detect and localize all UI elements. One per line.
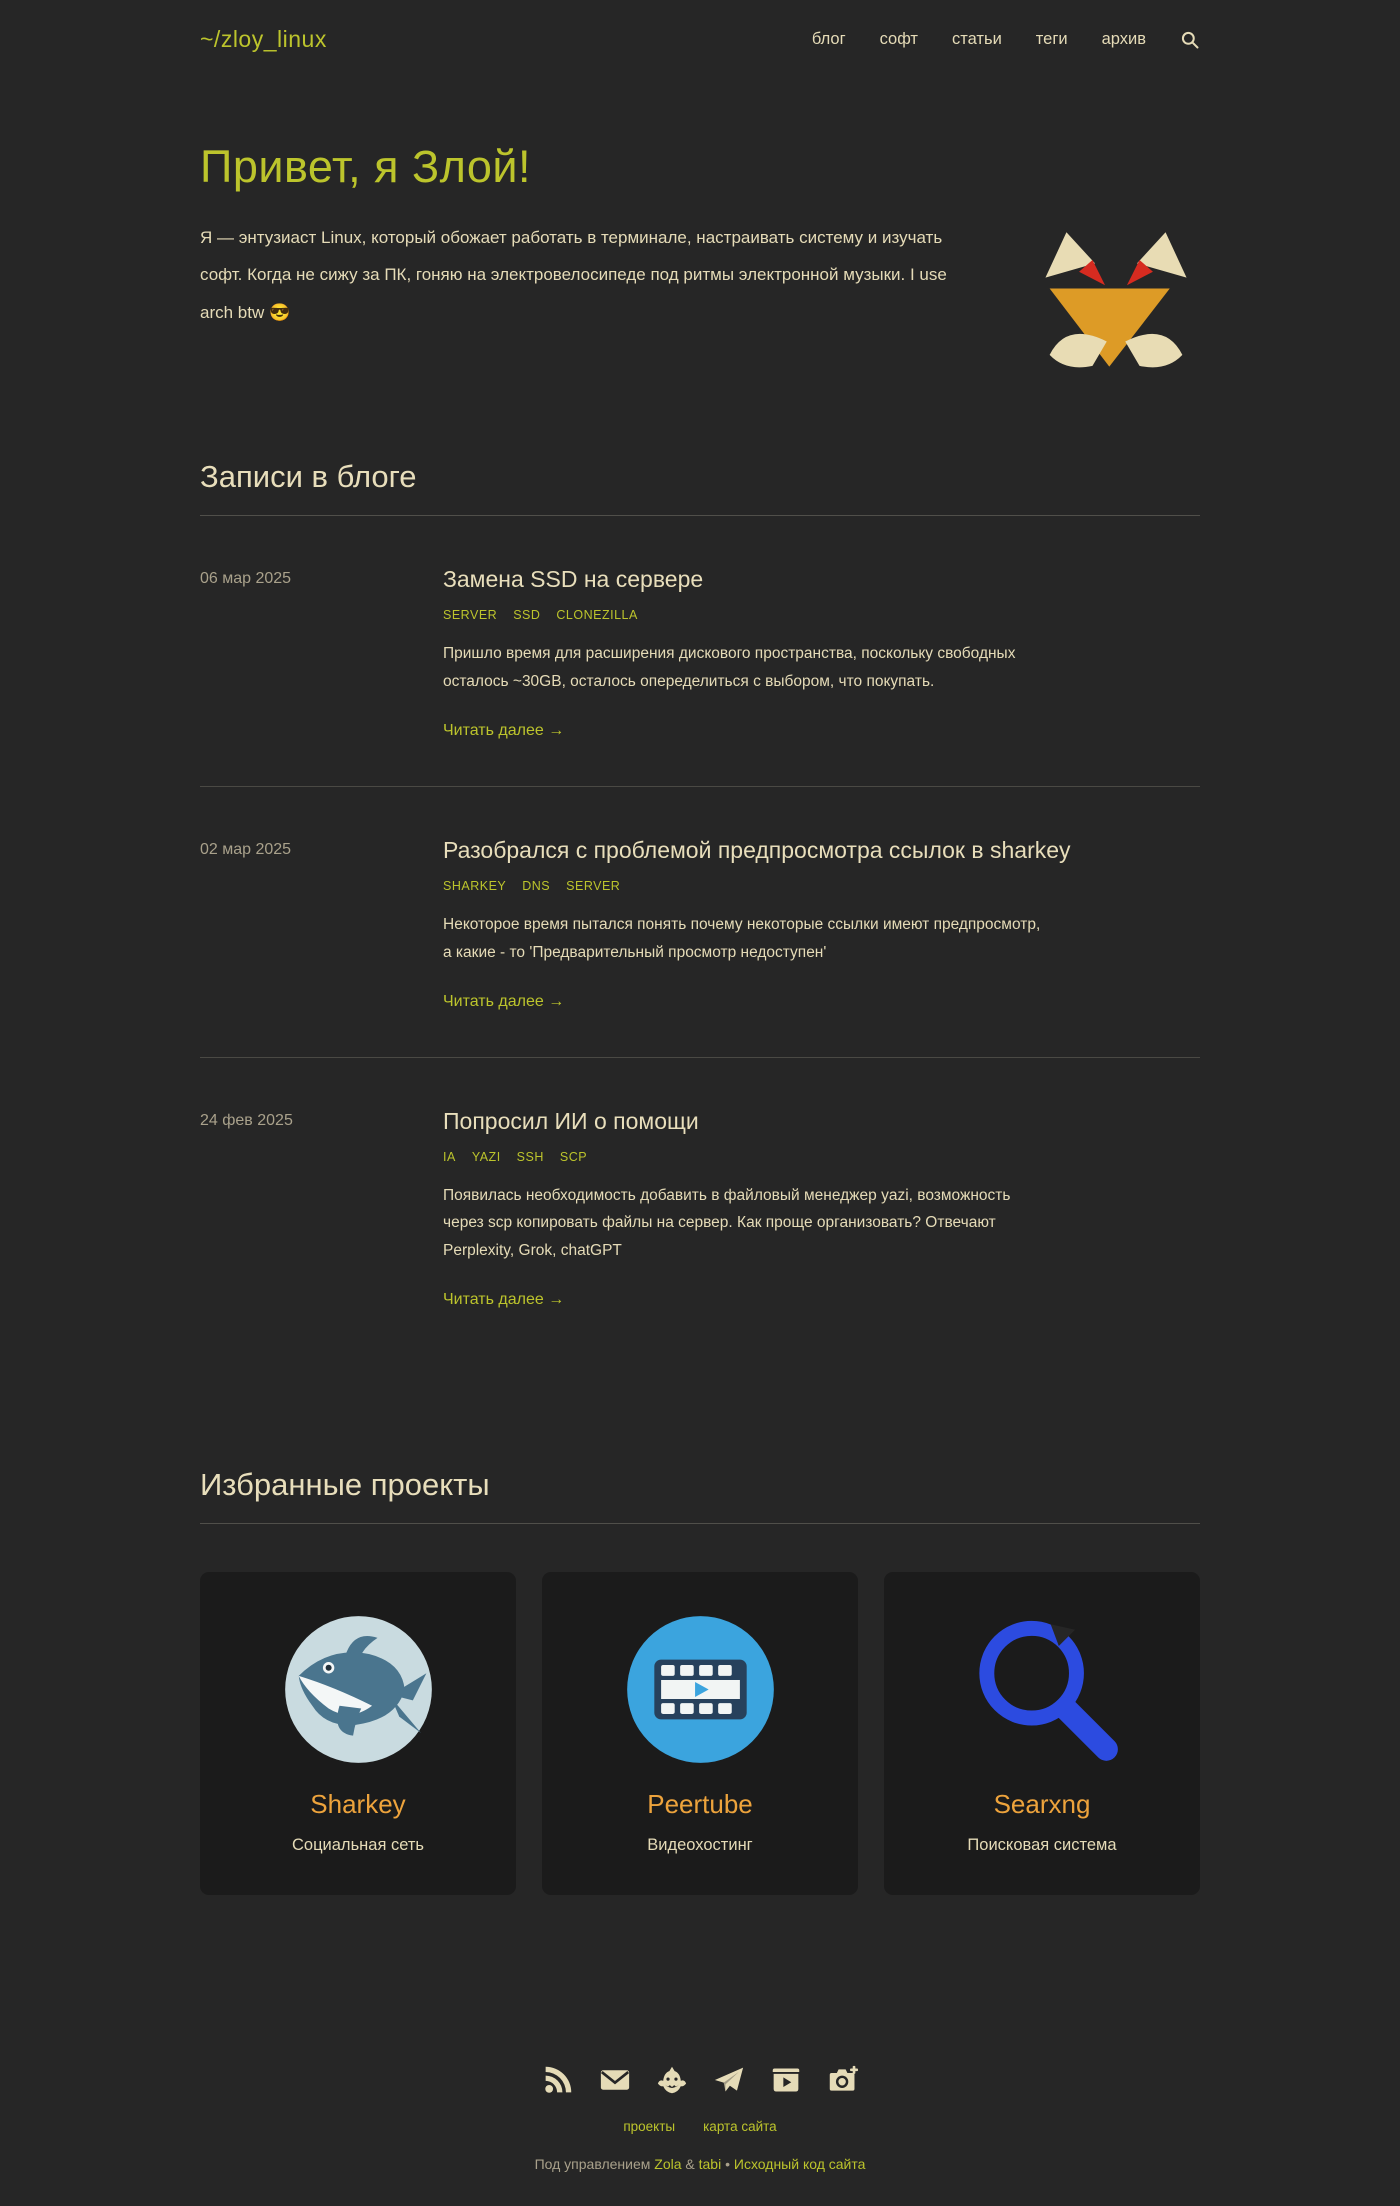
footer-link-projects[interactable]: проекты	[623, 2119, 676, 2135]
film-strip-icon	[619, 1608, 782, 1771]
nav-item-tags[interactable]: теги	[1035, 30, 1068, 48]
site-header	[200, 0, 1200, 63]
project-name[interactable]: Peertube	[647, 1789, 753, 1820]
post-excerpt: Пришло время для расширения дискового пространства, поскольку свободных осталось ~30GB, осталось опеределиться с выбором, что покупать.	[443, 645, 1016, 690]
tabi-link[interactable]: tabi	[698, 2156, 722, 2173]
read-more-link[interactable]: Читать далее →	[443, 992, 565, 1010]
blog-post-row	[200, 1058, 1200, 1356]
tag-link[interactable]: SSH	[516, 1149, 544, 1164]
tag-link[interactable]: SHARKEY	[443, 878, 507, 893]
zola-link[interactable]: Zola	[654, 2156, 682, 2173]
magnifier-illustration-icon	[961, 1608, 1124, 1771]
footer-credit	[200, 2156, 1200, 2172]
footer-link-sitemap[interactable]: карта сайта	[703, 2119, 777, 2135]
telegram-icon[interactable]	[710, 2061, 748, 2099]
social-icons-row	[200, 2061, 1200, 2099]
email-icon[interactable]	[596, 2061, 634, 2099]
tag-link[interactable]: SERVER	[566, 878, 621, 893]
blog-section-title: Записи в блоге	[200, 459, 1200, 516]
tag-link[interactable]: CLONEZILLA	[556, 608, 638, 622]
project-description: Видеохостинг	[647, 1836, 753, 1855]
post-tags	[443, 608, 1200, 622]
site-logo[interactable]: ~/zloy_linux	[200, 26, 327, 52]
project-card-sharkey[interactable]	[200, 1572, 516, 1895]
search-icon[interactable]	[1180, 30, 1200, 50]
projects-section-title: Избранные проекты	[200, 1467, 1200, 1524]
credit-prefix: Под управлением	[534, 2156, 651, 2173]
project-name[interactable]: Searxng	[993, 1789, 1091, 1820]
nav-item-archive[interactable]: архив	[1101, 30, 1146, 48]
post-date: 06 мар 2025	[200, 570, 292, 587]
nav-item-soft[interactable]: софт	[879, 30, 918, 48]
source-code-link[interactable]: Исходный код сайта	[733, 2156, 866, 2173]
post-excerpt: Некоторое время пытался понять почему некоторые ссылки имеют предпросмотр, а какие - то 'Предварительный просмотр недоступен'	[443, 915, 1041, 961]
tag-link[interactable]: YAZI	[471, 1149, 501, 1164]
post-tags	[443, 1150, 1200, 1164]
credit-ampersand: &	[685, 2156, 695, 2173]
read-more-link[interactable]: Читать далее →	[443, 721, 565, 739]
peertube-icon[interactable]	[767, 2061, 805, 2099]
tag-link[interactable]: SERVER	[443, 608, 498, 622]
hero-paragraph: Я — энтузиаст Linux, который обожает работать в терминале, настраивать систему и изучать софт. Когда не сижу за ПК, гоняю на электровелосипеде под ритмы электронной музыки. I use arch btw 😎	[200, 228, 947, 322]
angry-fox-logo-icon	[1032, 219, 1200, 385]
post-tags	[443, 879, 1200, 893]
tag-link[interactable]: IA	[443, 1149, 456, 1164]
project-card-peertube[interactable]	[542, 1572, 858, 1895]
blog-section	[200, 459, 1200, 1355]
post-title-link[interactable]: Попросил ИИ о помощи	[443, 1107, 699, 1134]
footer-links	[200, 2119, 1200, 2134]
shark-icon	[277, 1608, 440, 1771]
project-name[interactable]: Sharkey	[310, 1789, 406, 1820]
blog-post-row	[200, 516, 1200, 787]
pixelfed-camera-icon[interactable]	[824, 2061, 862, 2099]
sharkey-shark-icon[interactable]	[653, 2061, 691, 2099]
blog-post-row	[200, 787, 1200, 1058]
credit-separator: •	[725, 2156, 730, 2173]
projects-section	[200, 1467, 1200, 1895]
rss-icon[interactable]	[539, 2061, 577, 2099]
post-date: 24 фев 2025	[200, 1111, 293, 1129]
project-description: Поисковая система	[967, 1836, 1117, 1855]
project-description: Социальная сеть	[292, 1836, 424, 1855]
nav-item-blog[interactable]: блог	[811, 30, 846, 48]
post-date: 02 мар 2025	[200, 840, 292, 858]
nav-item-articles[interactable]: статьи	[951, 30, 1002, 48]
tag-link[interactable]: SSD	[513, 608, 541, 622]
tag-link[interactable]: SCP	[559, 1149, 588, 1164]
post-title-link[interactable]: Замена SSD на сервере	[443, 566, 704, 592]
site-footer	[200, 2061, 1200, 2206]
post-title-link[interactable]: Разобрался с проблемой предпросмотра ссылок в sharkey	[443, 836, 1071, 863]
hero-section	[200, 141, 1200, 385]
main-nav	[812, 30, 1200, 50]
project-card-searxng[interactable]	[884, 1572, 1200, 1895]
tag-link[interactable]: DNS	[522, 878, 551, 893]
read-more-link[interactable]: Читать далее →	[443, 1291, 565, 1309]
hero-title: Привет, я Злой!	[200, 141, 532, 192]
post-excerpt: Появилась необходимость добавить в файловый менеджер yazi, возможность через scp копировать файлы на сервер. Как проще организовать? Отвечают Perplexity, Grok, chatGPT	[443, 1186, 1011, 1260]
